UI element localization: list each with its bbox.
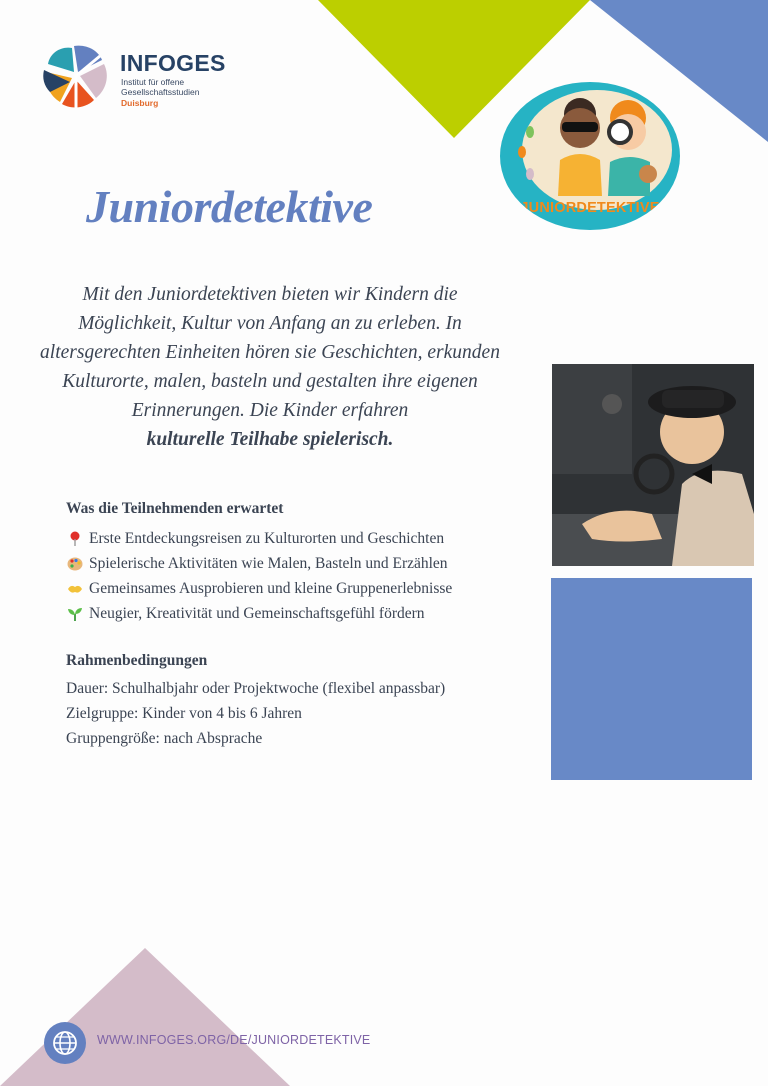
page-title: Juniordetektive bbox=[86, 181, 373, 232]
intro-bold-text: kulturelle Teilhabe spielerisch. bbox=[146, 429, 394, 450]
blue-decorative-box bbox=[551, 578, 752, 780]
logo-name: INFOGES bbox=[120, 50, 226, 76]
conditions-heading: Rahmenbedingungen bbox=[66, 652, 208, 669]
list-item: Spielerische Aktivitäten wie Malen, Basteln und Erzählen bbox=[66, 551, 452, 576]
website-link[interactable]: WWW.INFOGES.ORG/DE/JUNIORDETEKTIVE bbox=[97, 1033, 371, 1047]
conditions-list bbox=[66, 676, 445, 751]
seedling-icon bbox=[66, 606, 84, 622]
globe-icon bbox=[44, 1022, 86, 1064]
condition-group-size: Gruppengröße: nach Absprache bbox=[66, 730, 263, 747]
logo-city: Duisburg bbox=[121, 98, 159, 108]
child-with-magnifier-photo bbox=[552, 364, 754, 566]
infoges-logo-icon bbox=[40, 42, 112, 110]
list-item: Gemeinsames Ausprobieren und kleine Gruppenerlebnisse bbox=[66, 576, 452, 601]
badge-title: JUNIORDETEKTIVE bbox=[520, 200, 660, 216]
list-item: Erste Entdeckungsreisen zu Kulturorten und Geschichten bbox=[66, 526, 452, 551]
condition-duration: Dauer: Schulhalbjahr oder Projektwoche (flexibel anpassbar) bbox=[66, 680, 446, 697]
expectations-heading: Was die Teilnehmenden erwartet bbox=[66, 500, 284, 517]
intro-text: Mit den Juniordetektiven bieten wir Kindern die Möglichkeit, Kultur von Anfang an zu erleben. In altersgerechten Einheiten hören sie Geschichten, erkunden Kulturorte, malen, basteln und gestalten ihre eigenen Erinnerungen. Die Kinder erfahren bbox=[40, 284, 500, 421]
logo-subtitle: Institut für offene Gesellschaftsstudien bbox=[121, 77, 200, 97]
intro-paragraph bbox=[40, 280, 500, 454]
list-item: Neugier, Kreativität und Gemeinschaftsgefühl fördern bbox=[66, 601, 452, 626]
pink-triangle-decoration bbox=[0, 948, 290, 1086]
expectations-list bbox=[66, 526, 452, 626]
pin-icon bbox=[66, 531, 84, 547]
juniordetektive-badge bbox=[500, 82, 680, 230]
palette-icon bbox=[66, 557, 84, 571]
condition-target-group: Zielgruppe: Kinder von 4 bis 6 Jahren bbox=[66, 705, 302, 722]
handshake-icon bbox=[66, 583, 84, 595]
